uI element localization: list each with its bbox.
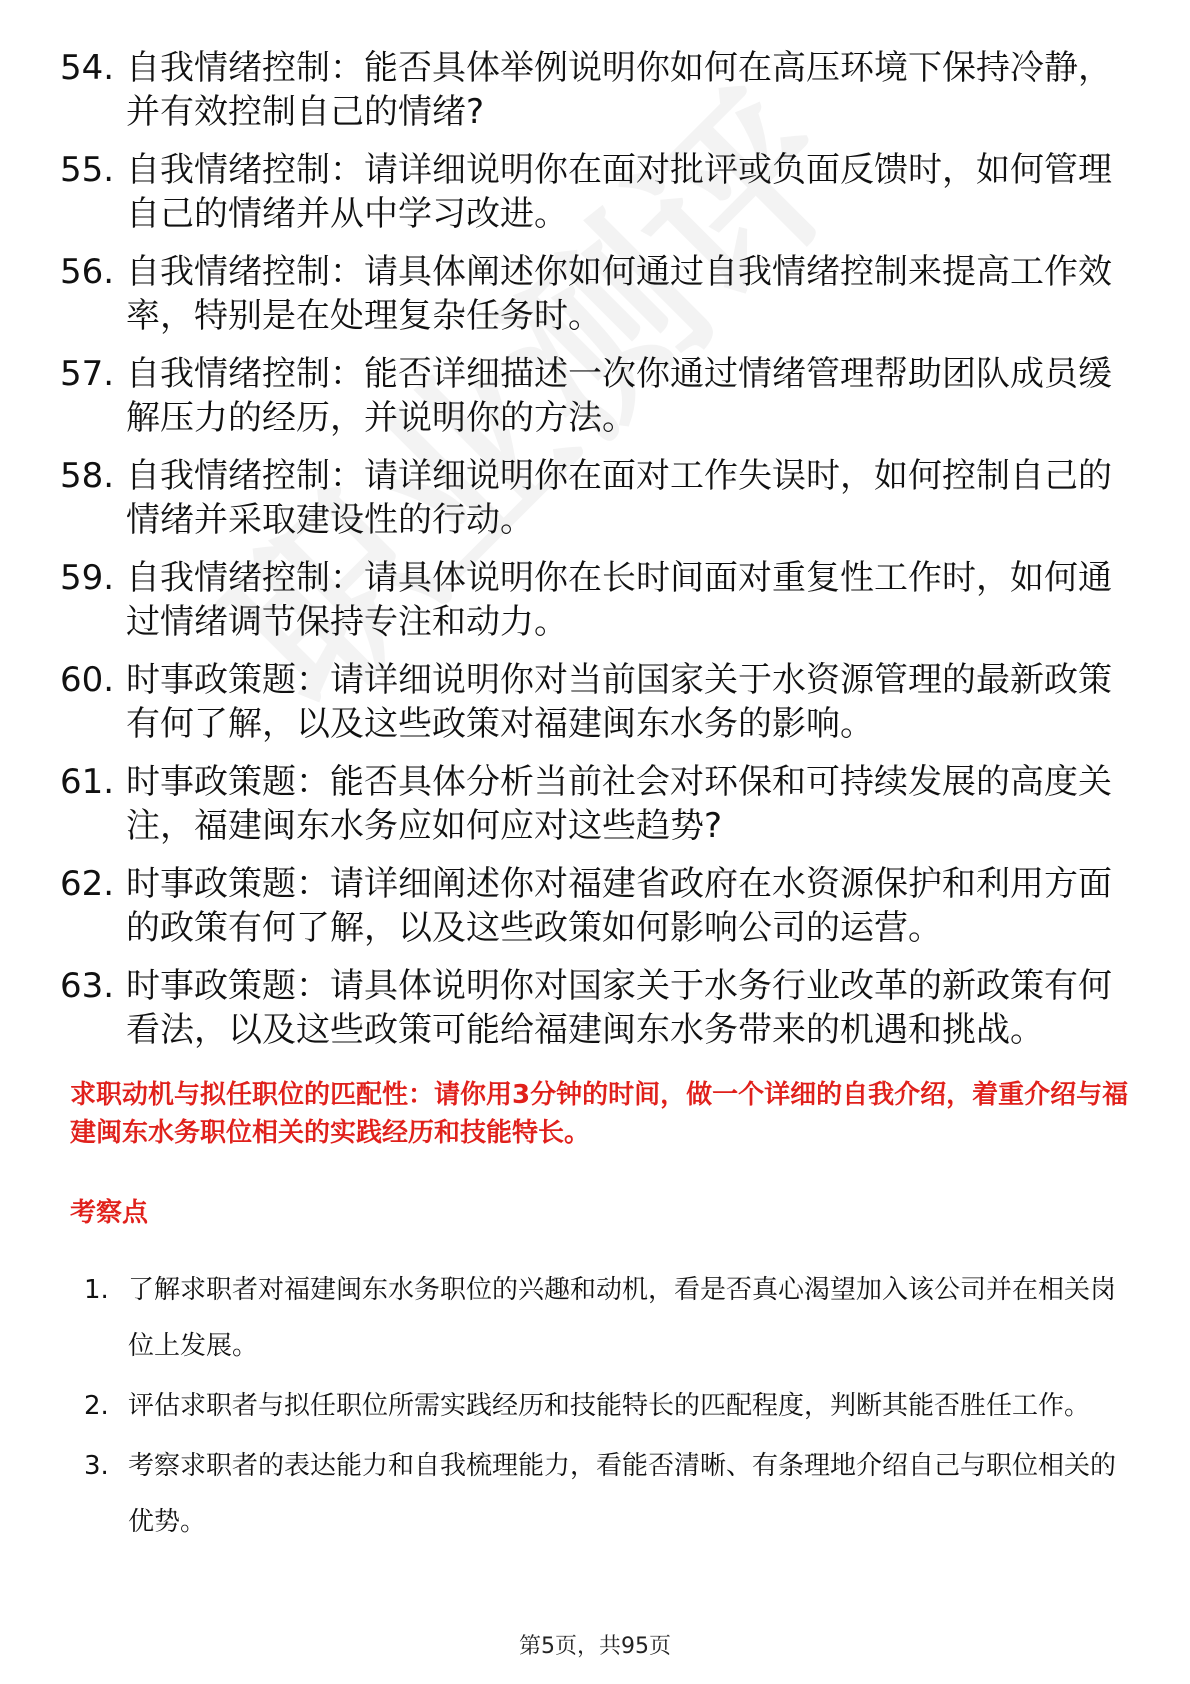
question-text: 时事政策题：请详细说明你对当前国家关于水资源管理的最新政策有何了解，以及这些政策对福建闽东水务的影响。 — [126, 660, 1112, 744]
list-item — [84, 1378, 1130, 1434]
question-number: 61. — [60, 762, 115, 802]
question-text: 自我情绪控制：请详细说明你在面对工作失误时，如何控制自己的情绪并采取建设性的行动。 — [126, 456, 1112, 540]
question-number: 57. — [60, 354, 115, 394]
question-text: 自我情绪控制：请具体说明你在长时间面对重复性工作时，如何通过情绪调节保持专注和动力。 — [126, 558, 1112, 642]
question-number: 62. — [60, 864, 115, 904]
question-item — [60, 556, 1130, 644]
point-number: 3. — [84, 1451, 109, 1481]
point-text: 了解求职者对福建闽东水务职位的兴趣和动机，看是否真心渴望加入该公司并在相关岗位上发展。 — [128, 1275, 1117, 1361]
question-text: 自我情绪控制：请详细说明你在面对批评或负面反馈时，如何管理自己的情绪并从中学习改进。 — [126, 150, 1112, 234]
question-number: 58. — [60, 456, 115, 496]
question-list — [60, 46, 1130, 1066]
question-item — [60, 658, 1130, 746]
question-text: 时事政策题：请详细阐述你对福建省政府在水资源保护和利用方面的政策有何了解，以及这些政策如何影响公司的运营。 — [126, 864, 1112, 948]
highlighted-question: 求职动机与拟任职位的匹配性：请你用3分钟的时间，做一个详细的自我介绍，着重介绍与福建闽东水务职位相关的实践经历和技能特长。 — [70, 1080, 1129, 1148]
point-number: 1. — [84, 1275, 109, 1305]
question-text: 自我情绪控制：请具体阐述你如何通过自我情绪控制来提高工作效率，特别是在处理复杂任务时。 — [126, 252, 1112, 336]
question-number: 59. — [60, 558, 115, 598]
question-item — [60, 46, 1130, 134]
question-number: 63. — [60, 966, 115, 1006]
question-number: 55. — [60, 150, 115, 190]
page-footer: 第5页，共95页 — [519, 1634, 671, 1659]
question-number: 54. — [60, 48, 115, 88]
question-item — [60, 760, 1130, 848]
point-text: 评估求职者与拟任职位所需实践经历和技能特长的匹配程度，判断其能否胜任工作。 — [128, 1391, 1091, 1421]
question-item — [60, 454, 1130, 542]
section-title: 考察点 — [70, 1198, 149, 1228]
question-item — [60, 148, 1130, 236]
question-text: 时事政策题：请具体说明你对国家关于水务行业改革的新政策有何看法，以及这些政策可能给福建闽东水务带来的机遇和挑战。 — [126, 966, 1112, 1050]
question-item — [60, 250, 1130, 338]
point-number: 2. — [84, 1391, 109, 1421]
question-item — [60, 964, 1130, 1052]
question-text: 自我情绪控制：能否详细描述一次你通过情绪管理帮助团队成员缓解压力的经历，并说明你的方法。 — [126, 354, 1112, 438]
question-item — [60, 862, 1130, 950]
point-text: 考察求职者的表达能力和自我梳理能力，看能否清晰、有条理地介绍自己与职位相关的优势。 — [128, 1451, 1117, 1537]
question-text: 时事政策题：能否具体分析当前社会对环保和可持续发展的高度关注，福建闽东水务应如何应对这些趋势? — [126, 762, 1112, 846]
assessment-points-list — [84, 1262, 1130, 1554]
list-item — [84, 1438, 1130, 1550]
question-item — [60, 352, 1130, 440]
question-text: 自我情绪控制：能否具体举例说明你如何在高压环境下保持冷静，并有效控制自己的情绪? — [126, 48, 1112, 132]
question-number: 60. — [60, 660, 115, 700]
list-item — [84, 1262, 1130, 1374]
question-number: 56. — [60, 252, 115, 292]
